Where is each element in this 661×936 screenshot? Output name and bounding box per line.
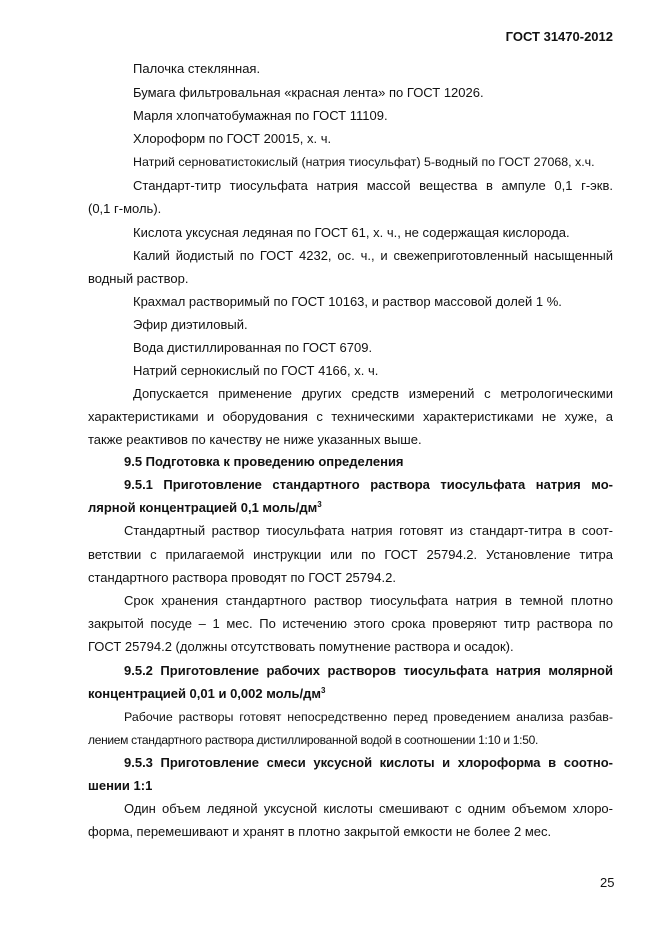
subsection-heading: 9.5.2 Приготовление рабочих растворов тиосульфата натрия молярной xyxy=(124,663,613,678)
text-line: Стандарт-титр тиосульфата натрия массой вещества в ампуле 0,1 г-экв. xyxy=(133,178,613,193)
text-line: Натрий сернокислый по ГОСТ 4166, х. ч. xyxy=(133,363,379,378)
page-number: 25 xyxy=(600,875,615,890)
text-line: водный раствор. xyxy=(88,271,189,286)
subsection-heading: 9.5.1 Приготовление стандартного раствора тиосульфата натрия мо- xyxy=(124,477,613,492)
superscript: 3 xyxy=(321,686,326,695)
subsection-heading xyxy=(88,686,325,702)
text-line: Марля хлопчатобумажная по ГОСТ 11109. xyxy=(133,108,388,123)
text-line: Бумага фильтровальная «красная лента» по ГОСТ 12026. xyxy=(133,85,484,100)
heading-text: концентрацией 0,01 и 0,002 моль/дм xyxy=(88,686,322,701)
superscript: 3 xyxy=(317,500,322,509)
text-line: Эфир диэтиловый. xyxy=(133,317,248,332)
text-line: Срок хранения стандартного раствор тиосульфата натрия в темной плотно xyxy=(124,593,613,608)
text-line: Стандартный раствор тиосульфата натрия готовят из стандарт-титра в соот- xyxy=(124,523,613,538)
text-line: Рабочие растворы готовят непосредственно перед проведением анализа разбав- xyxy=(124,710,613,724)
text-line: Палочка стеклянная. xyxy=(133,61,261,76)
text-line: Кислота уксусная ледяная по ГОСТ 61, х. ч., не содержащая кислорода. xyxy=(133,225,570,240)
text-line: форма, перемешивают и хранят в плотно закрытой емкости не более 2 мес. xyxy=(88,824,552,839)
text-line: стандартного раствора проводят по ГОСТ 25794.2. xyxy=(88,570,396,585)
text-line: Крахмал растворимый по ГОСТ 10163, и раствор массовой долей 1 %. xyxy=(133,294,562,309)
text-line: Один объем ледяной уксусной кислоты смешивают с одним объемом хлоро- xyxy=(124,801,613,816)
text-line: ГОСТ 25794.2 (должны отсутствовать помутнение раствора и осадок). xyxy=(88,639,514,654)
text-line: характеристиками и оборудования с техническими характеристиками не хуже, а xyxy=(88,409,613,424)
text-line: Допускается применение других средств измерений с метрологическими xyxy=(133,386,613,401)
text-line: Калий йодистый по ГОСТ 4232, ос. ч., и свежеприготовленный насыщенный xyxy=(133,248,613,263)
heading-text: лярной концентрацией 0,1 моль/дм xyxy=(88,500,318,515)
subsection-heading xyxy=(88,500,322,516)
text-line: (0,1 г-моль). xyxy=(88,201,162,216)
text-line: Вода дистиллированная по ГОСТ 6709. xyxy=(133,340,373,355)
text-line: ветствии с прилагаемой инструкции или по ГОСТ 25794.2. Установление титра xyxy=(88,547,613,562)
document-code-header: ГОСТ 31470-2012 xyxy=(505,29,613,44)
subsection-heading: шении 1:1 xyxy=(88,778,153,793)
text-line: также реактивов по качеству не ниже указанных выше. xyxy=(88,432,422,447)
text-line: лением стандартного раствора дистиллированной водой в соотношении 1:10 и 1:50. xyxy=(88,733,538,747)
subsection-heading: 9.5.3 Приготовление смеси уксусной кислоты и хлороформа в соотно- xyxy=(124,755,613,770)
section-heading: 9.5 Подготовка к проведению определения xyxy=(124,454,404,469)
text-line: закрытой посуде – 1 мес. По истечению этого срока проверяют титр раствора по xyxy=(88,616,613,631)
text-line: Натрий серноватистокислый (натрия тиосульфат) 5-водный по ГОСТ 27068, х.ч. xyxy=(133,155,595,169)
text-line: Хлороформ по ГОСТ 20015, х. ч. xyxy=(133,131,332,146)
